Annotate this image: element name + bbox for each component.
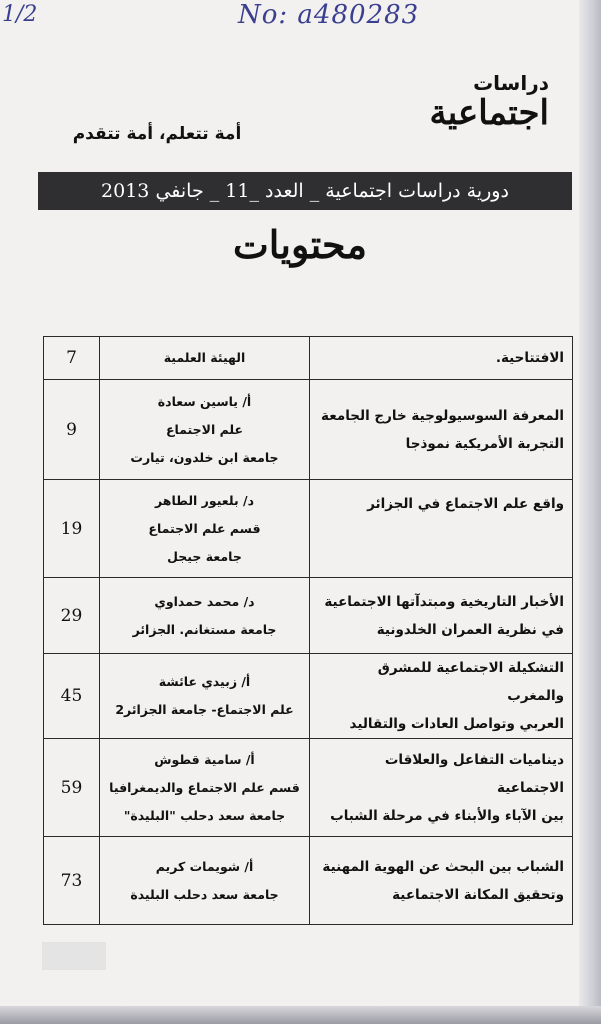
journal-logo [419, 72, 549, 132]
journal-slogan: أمة تتعلم، أمة تتقدم [72, 124, 242, 144]
table-row [44, 380, 573, 480]
page-number: 45 [44, 654, 100, 739]
page-number: 73 [44, 837, 100, 925]
handwritten-document-number: No: a480283 [238, 0, 420, 30]
page-edge-shadow [579, 0, 601, 1024]
article-title: الشباب بين البحث عن الهوية المهنية وتحقيق المكانة الاجتماعية [310, 837, 573, 925]
table-row [44, 739, 573, 837]
page-number: 19 [44, 480, 100, 578]
library-stamp [42, 942, 106, 970]
table-row [44, 578, 573, 654]
bottom-edge-shadow [0, 1006, 601, 1024]
article-author: د/ محمد حمداوي جامعة مستغانم. الجزائر [100, 578, 310, 654]
logo-big-text: اجتماعية [429, 93, 549, 133]
page-number: 7 [44, 337, 100, 380]
article-author: أ/ شويمات كريم جامعة سعد دحلب البليدة [100, 837, 310, 925]
article-author: أ/ سامية قطوش قسم علم الاجتماع والديمغرافيا جامعة سعد دحلب "البليدة" [100, 739, 310, 837]
table-row [44, 837, 573, 925]
article-title: المعرفة السوسيولوجية خارج الجامعة التجربة الأمريكية نموذجا [310, 380, 573, 480]
article-title: واقع علم الاجتماع في الجزائر [310, 480, 573, 578]
article-author: أ/ ياسين سعادة علم الاجتماع جامعة ابن خلدون، تيارت [100, 380, 310, 480]
page-number: 59 [44, 739, 100, 837]
page-title: محتويات [233, 222, 367, 267]
contents-table [43, 336, 573, 925]
article-title: ديناميات التفاعل والعلاقات الاجتماعية بين الآباء والأبناء في مرحلة الشباب [310, 739, 573, 837]
handwritten-page-number: 1/2 [2, 2, 38, 27]
page-number: 9 [44, 380, 100, 480]
table-row [44, 480, 573, 578]
table-row [44, 654, 573, 739]
article-author: أ/ زبيدي عائشة علم الاجتماع- جامعة الجزائر2 [100, 654, 310, 739]
page-number: 29 [44, 578, 100, 654]
logo-small-text: دراسات [473, 71, 549, 95]
article-title: التشكيلة الاجتماعية للمشرق والمغرب العربي وتواصل العادات والتقاليد [310, 654, 573, 739]
article-title: الأخبار التاريخية ومبتدآتها الاجتماعية في نظرية العمران الخلدونية [310, 578, 573, 654]
article-author: الهيئة العلمية [100, 337, 310, 380]
article-title: الافتتاحية. [310, 337, 573, 380]
table-row [44, 337, 573, 380]
issue-banner: دورية دراسات اجتماعية _ العدد _11 _ جانفي 2013 [38, 172, 572, 210]
article-author: د/ بلعيور الطاهر قسم علم الاجتماع جامعة جيجل [100, 480, 310, 578]
